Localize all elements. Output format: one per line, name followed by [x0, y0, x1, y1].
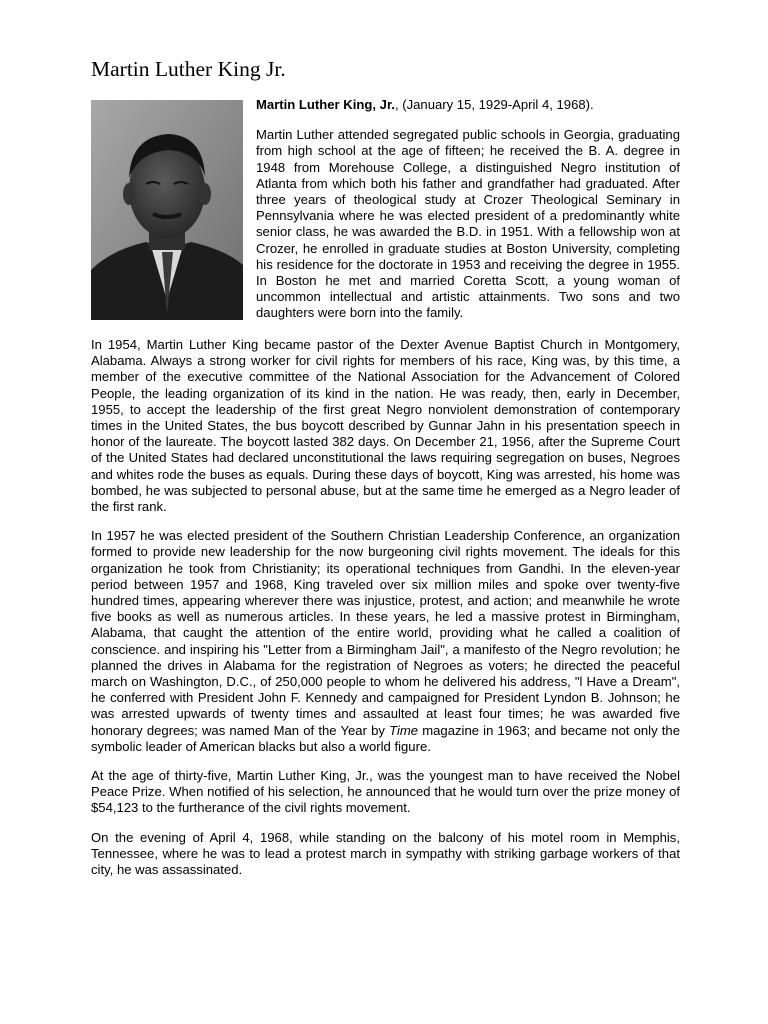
subject-name: Martin Luther King, Jr.: [256, 97, 395, 112]
early-life-paragraph: Martin Luther attended segregated public schools in Georgia, graduating from high school at the age of fifteen; he received the B. A. degree in 1948 from Morehouse College, a distinguished Negro institution of Atlanta from which both his father and grandfather had graduated. After three years of theological study at Crozer Theological Seminary in Pennsylvania where he was elected president of a predominantly white senior class, he was awarded the B.D. in 1951. With a fellowship won at Crozer, he enrolled in graduate studies at Boston University, completing his residence for the doctorate in 1953 and receiving the degree in 1955. In Boston he met and married Coretta Scott, a young woman of uncommon intellectual and artistic attainments. Two sons and two daughters were born into the family.: [256, 127, 680, 321]
intro-section: [91, 97, 680, 326]
sclc-text-start: In 1957 he was elected president of the Southern Christian Leadership Conference, an organization formed to provide new leadership for the now burgeoning civil rights movement. The ideals for this organization he took from Christianity; its operational techniques from Gandhi. In the eleven-year period between 1957 and 1968, King traveled over six million miles and spoke over twenty-five hundred times, appearing wherever there was injustice, protest, and action; and meanwhile he wrote five books as well as numerous articles. In these years, he led a massive protest in Birmingham, Alabama, that caught the attention of the entire world, providing what he called a coalition of conscience. and inspiring his "Letter from a Birmingham Jail", a manifesto of the Negro revolution; he planned the drives in Alabama for the registration of Negroes as voters; he directed the peaceful march on Washington, D.C., of 250,000 people to whom he delivered his address, "l Have a Dream", he conferred with President John F. Kennedy and campaigned for President Lyndon B. Johnson; he was arrested upwards of twenty times and assaulted at least four times; he was awarded five honorary degrees; was named Man of the Year by: [91, 528, 680, 738]
portrait-photo: [91, 100, 243, 320]
montgomery-paragraph: In 1954, Martin Luther King became pastor of the Dexter Avenue Baptist Church in Montgomery, Alabama. Always a strong worker for civil rights for members of his race, King was, by this time, a member of the executive committee of the National Association for the Advancement of Colored People, the leading organization of its kind in the nation. He was ready, then, early in December, 1955, to accept the leadership of the first great Negro nonviolent demonstration of contemporary times in the United States, the bus boycott described by Gunnar Jahn in his presentation speech in honor of the laureate. The boycott lasted 382 days. On December 21, 1956, after the Supreme Court of the United States had declared unconstitutional the laws requiring segregation on buses, Negroes and whites rode the buses as equals. During these days of boycott, King was arrested, his home was bombed, he was subjected to personal abuse, but at the same time he emerged as a Negro leader of the first rank.: [91, 337, 680, 515]
time-magazine-title: Time: [389, 722, 419, 738]
nobel-paragraph: At the age of thirty-five, Martin Luther King, Jr., was the youngest man to have received the Nobel Peace Prize. When notified of his selection, he announced that he would turn over the prize money of $54,123 to the furtherance of the civil rights movement.: [91, 768, 680, 816]
life-dates: , (January 15, 1929-April 4, 1968).: [394, 97, 594, 112]
portrait-illustration: [91, 100, 243, 320]
sclc-text-end: magazine in 1963; and became not only the symbolic leader of American blacks but also a world figure.: [91, 722, 680, 754]
assassination-paragraph: On the evening of April 4, 1968, while standing on the balcony of his motel room in Memphis, Tennessee, where he was to lead a protest march in sympathy with striking garbage workers of that city, he was assassinated.: [91, 829, 680, 878]
sclc-paragraph: [91, 528, 680, 755]
page-title: Martin Luther King Jr.: [91, 57, 286, 81]
